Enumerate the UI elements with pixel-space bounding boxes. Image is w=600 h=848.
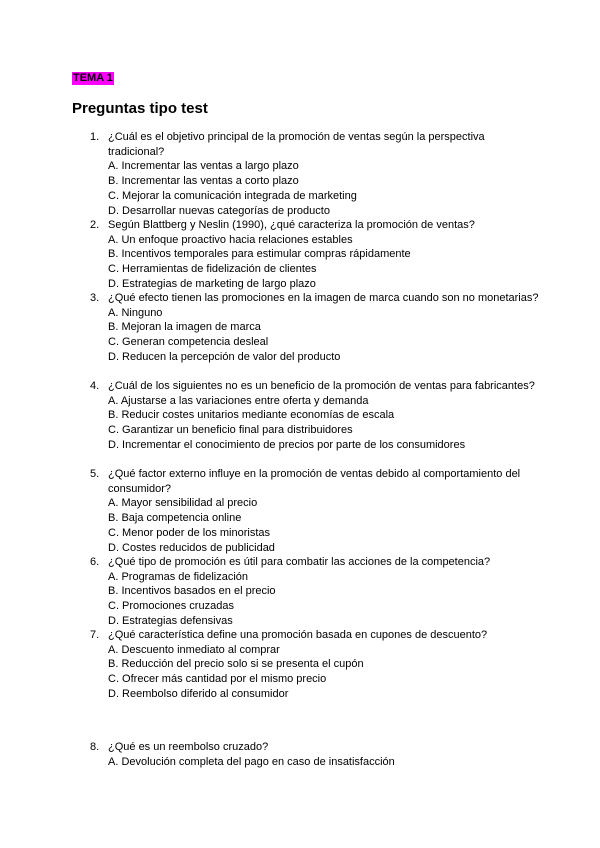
question-text: ¿Cuál es el objetivo principal de la promoción de ventas según la perspectiva tradicional?: [108, 131, 485, 158]
option-a: A. Ajustarse a las variaciones entre oferta y demanda: [108, 394, 369, 407]
option-a: A. Un enfoque proactivo hacia relaciones estables: [108, 233, 353, 246]
question-text: ¿Qué tipo de promoción es útil para combatir las acciones de la competencia?: [108, 556, 491, 568]
question-text: ¿Qué efecto tienen las promociones en la imagen de marca cuando son no monetarias?: [108, 292, 539, 304]
option-c: C. Generan competencia desleal: [108, 336, 269, 349]
option-a: A. Incrementar las ventas a largo plazo: [108, 160, 299, 173]
option-a: A. Descuento inmediato al comprar: [108, 643, 280, 656]
option-c: C. Menor poder de los minoristas: [108, 526, 271, 539]
option-b: B. Incentivos temporales para estimular compras rápidamente: [108, 248, 411, 261]
option-a: A. Ninguno: [108, 306, 163, 319]
option-b: B. Reducir costes unitarios mediante economías de escala: [108, 409, 395, 422]
question-text: ¿Qué factor externo influye en la promoción de ventas debido al comportamiento del consumidor?: [108, 468, 521, 495]
option-d: D. Reembolso diferido al consumidor: [108, 687, 289, 700]
option-d: D. Desarrollar nuevas categorías de producto: [108, 204, 330, 217]
option-c: C. Garantizar un beneficio final para distribuidores: [108, 424, 353, 437]
question-3: [90, 291, 540, 365]
question-6: [90, 555, 540, 629]
question-number: 7.: [90, 629, 100, 641]
option-d: D. Costes reducidos de publicidad: [108, 541, 275, 554]
question-1: [90, 130, 540, 218]
question-text: ¿Qué característica define una promoción basada en cupones de descuento?: [108, 629, 488, 641]
option-a: A. Mayor sensibilidad al precio: [108, 497, 258, 510]
question-text: ¿Qué es un reembolso cruzado?: [108, 741, 269, 753]
section-heading: Preguntas tipo test: [72, 100, 208, 117]
question-number: 5.: [90, 468, 100, 480]
option-b: B. Baja competencia online: [108, 512, 242, 525]
question-4: [90, 379, 540, 453]
option-b: B. Incrementar las ventas a corto plazo: [108, 175, 299, 188]
question-number: 1.: [90, 131, 100, 143]
option-b: B. Mejoran la imagen de marca: [108, 321, 261, 334]
option-c: C. Promociones cruzadas: [108, 600, 234, 613]
option-a: A. Devolución completa del pago en caso de insatisfacción: [108, 755, 395, 768]
question-2: [90, 218, 540, 292]
option-b: B. Reducción del precio solo si se presenta el cupón: [108, 658, 364, 671]
option-d: D. Incrementar el conocimiento de precios por parte de los consumidores: [108, 438, 466, 451]
question-number: 3.: [90, 292, 100, 304]
question-text: Según Blattberg y Neslin (1990), ¿qué caracteriza la promoción de ventas?: [108, 219, 475, 231]
question-8: [90, 740, 540, 769]
question-5: [90, 467, 540, 555]
tema-highlight-label: TEMA 1: [73, 72, 113, 84]
question-number: 8.: [90, 741, 100, 753]
question-text: ¿Cuál de los siguientes no es un beneficio de la promoción de ventas para fabricantes?: [108, 380, 535, 392]
question-number: 2.: [90, 219, 100, 231]
option-c: C. Ofrecer más cantidad por el mismo precio: [108, 673, 327, 686]
option-c: C. Herramientas de fidelización de clientes: [108, 263, 317, 276]
question-number: 4.: [90, 380, 100, 392]
option-b: B. Incentivos basados en el precio: [108, 585, 276, 598]
question-7: [90, 628, 540, 702]
option-d: D. Reducen la percepción de valor del producto: [108, 350, 341, 363]
question-number: 6.: [90, 556, 100, 568]
option-d: D. Estrategias de marketing de largo plazo: [108, 277, 316, 290]
option-d: D. Estrategias defensivas: [108, 614, 233, 627]
option-a: A. Programas de fidelización: [108, 570, 249, 583]
option-c: C. Mejorar la comunicación integrada de marketing: [108, 189, 357, 202]
